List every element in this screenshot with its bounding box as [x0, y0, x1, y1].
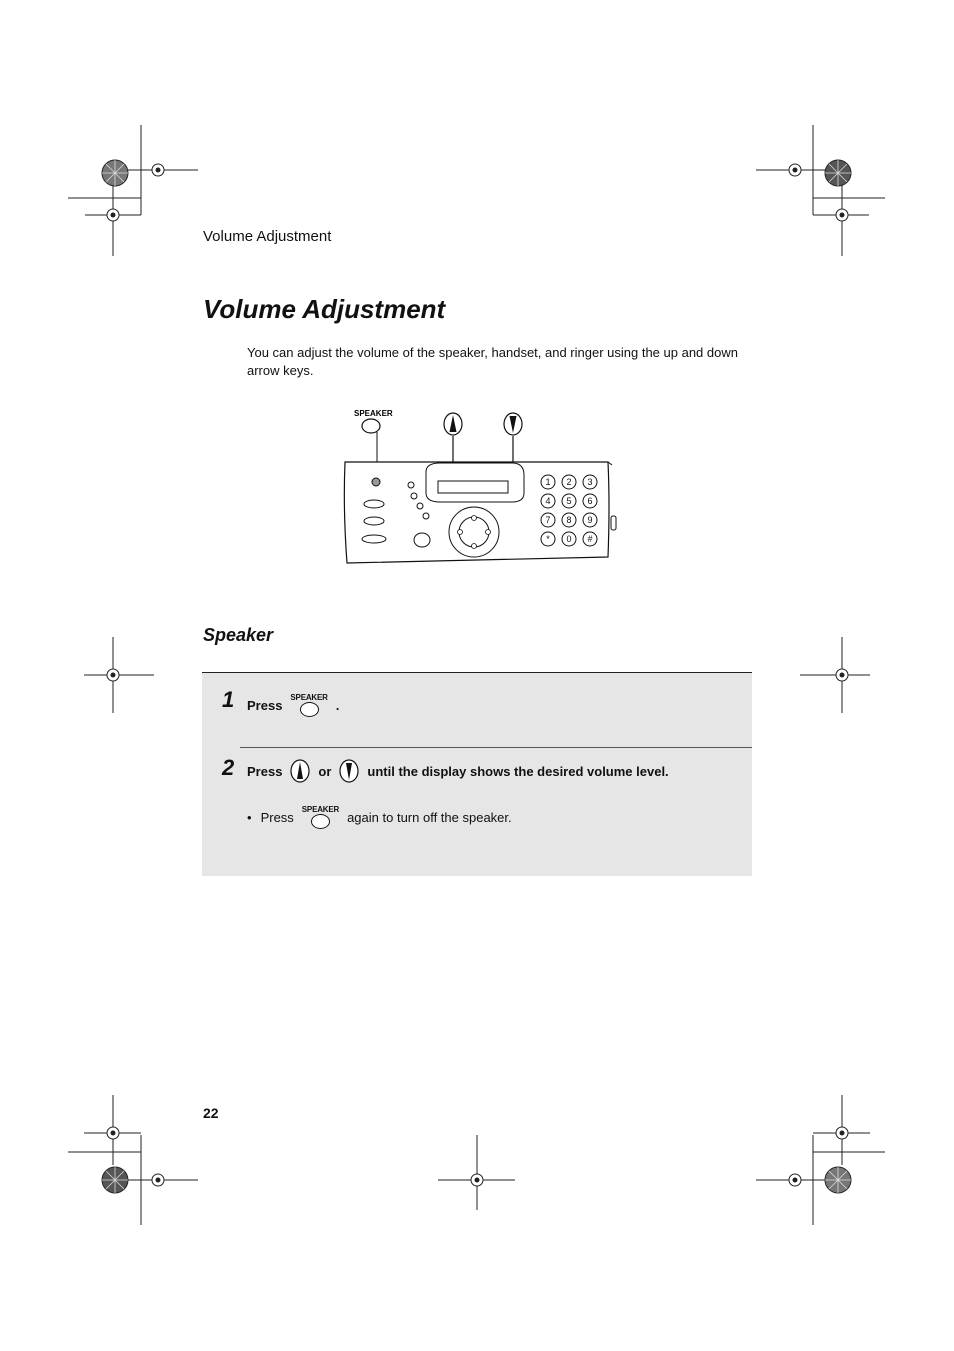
- note-line: • Press SPEAKER again to turn off the speaker.: [247, 805, 512, 829]
- speaker-led: [372, 478, 380, 486]
- keypad-key: 3: [587, 477, 593, 487]
- down-arrow-key-icon: [504, 413, 522, 435]
- step-number: 2: [222, 755, 235, 780]
- keypad-key: #: [587, 534, 593, 544]
- keypad-key: 5: [566, 496, 572, 506]
- keypad-key: 4: [545, 496, 551, 506]
- keypad-key: 1: [545, 477, 551, 487]
- step-2: Press or until the display shows the desired volume level.: [247, 759, 669, 783]
- page-title: Volume Adjustment: [203, 294, 446, 324]
- speaker-key-label: SPEAKER: [354, 409, 393, 418]
- up-arrow-icon: [290, 759, 310, 783]
- section-title: Speaker: [203, 625, 274, 645]
- speaker-key-icon: SPEAKER: [290, 693, 327, 717]
- keypad-key: *: [546, 534, 550, 544]
- down-arrow-icon: [339, 759, 359, 783]
- speaker-key: [362, 419, 380, 433]
- running-header: Volume Adjustment: [203, 228, 332, 245]
- keypad-key: 0: [566, 534, 572, 544]
- page-number: 22: [203, 1105, 219, 1121]
- steps-box: [202, 672, 752, 876]
- keypad-key: 2: [566, 477, 572, 487]
- keypad-key: 7: [545, 515, 551, 525]
- control-panel-illustration: [340, 405, 625, 570]
- step-1-press: Press: [247, 697, 283, 713]
- keypad-key: 9: [587, 515, 593, 525]
- intro-paragraph: You can adjust the volume of the speaker, handset, and ringer using the up and down arrow keys.: [247, 345, 738, 378]
- bullet: •: [247, 809, 252, 825]
- up-arrow-key-icon: [444, 413, 462, 435]
- speaker-key-icon: SPEAKER: [302, 805, 339, 829]
- step-1: Press SPEAKER .: [247, 693, 339, 717]
- step-number: 1: [222, 687, 235, 712]
- keypad-key: 6: [587, 496, 593, 506]
- step-divider: [240, 747, 752, 748]
- keypad-key: 8: [566, 515, 572, 525]
